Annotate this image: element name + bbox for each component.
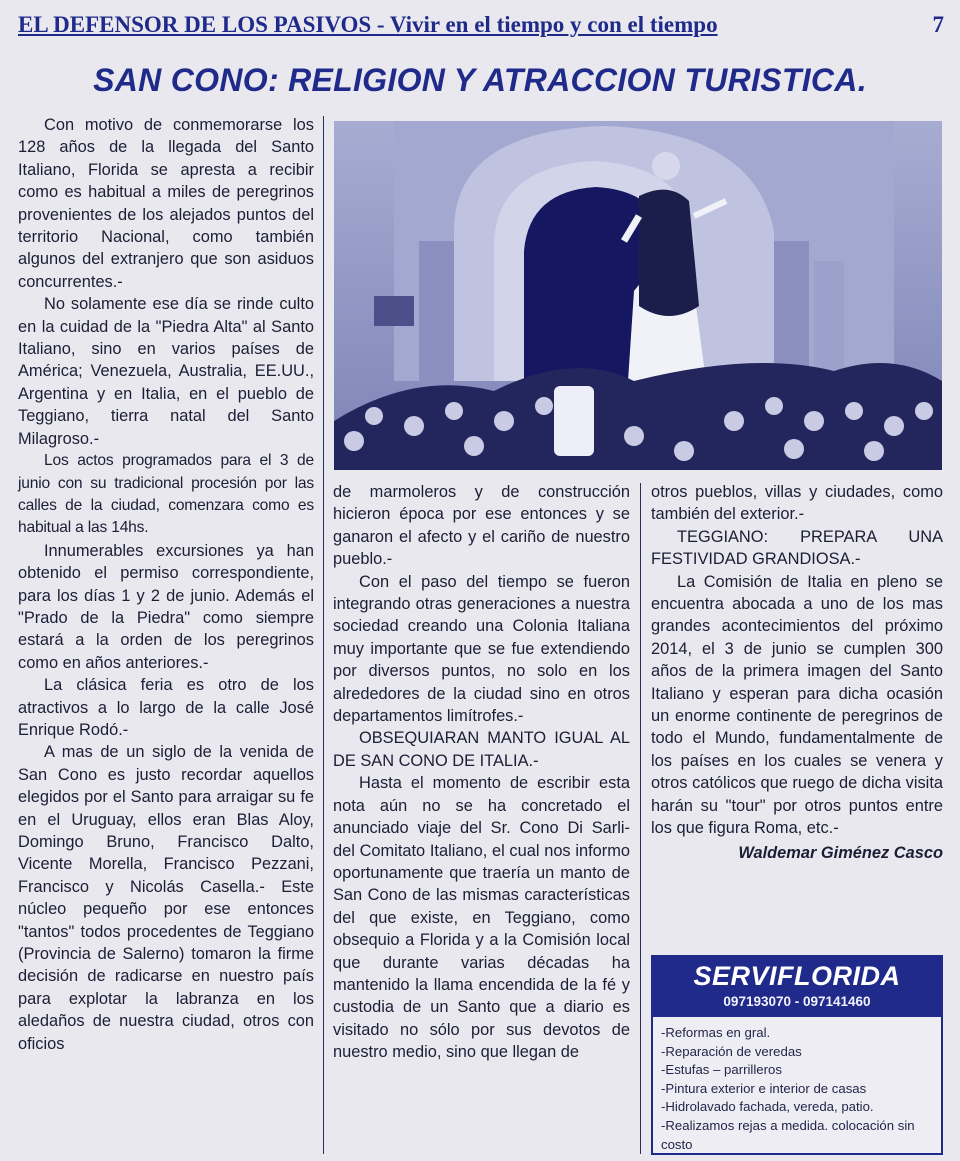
ad-header bbox=[653, 957, 941, 1017]
photo-illustration bbox=[334, 121, 942, 470]
paragraph: La clásica feria es otro de los atractivos a lo largo de la calle José Enrique Rodó.- bbox=[18, 676, 314, 739]
list-item: -Pintura exterior e interior de casas bbox=[661, 1080, 867, 1096]
article-column-1 bbox=[18, 114, 314, 1055]
page-number: 7 bbox=[932, 12, 944, 37]
list-item: -Estufas – parrilleros bbox=[661, 1062, 782, 1078]
masthead-title: EL DEFENSOR DE LOS PASIVOS - Vivir en el tiempo y con el tiempo bbox=[18, 12, 718, 37]
subheading: TEGGIANO: PREPARA UNA FESTIVIDAD GRANDIOSA.- bbox=[651, 527, 943, 569]
list-item: -Reformas en gral. bbox=[661, 1025, 771, 1040]
serviflorida-ad bbox=[651, 955, 943, 1155]
column-divider bbox=[640, 483, 641, 1154]
byline: Waldemar Giménez Casco bbox=[738, 843, 943, 862]
list-item: -Reparación de veredas bbox=[661, 1043, 802, 1059]
list-item: -Hidrolavado fachada, vereda, patio. bbox=[661, 1099, 874, 1115]
masthead bbox=[18, 12, 948, 42]
paragraph: Con motivo de conmemorarse los 128 años de la llegada del Santo Italiano, Florida se apresta a recibir como es habitual a miles de peregrinos provenientes de los alejados puntos del territorio Nacional, como también algunos del extranjero que son asiduos concurrentes.- bbox=[18, 116, 314, 291]
paragraph: A mas de un siglo de la venida de San Cono es justo recordar aquellos elegidos por el Santo para arraigar su fe en el Uruguay, ellos eran Blas Aloy, Domingo Bruno, Francisco Dalto, Vicente Morella, Francisco Pezzani, Francisco y Nicolás Casella.- Este núcleo pequeño por ese entonces "tantos" todos procedentes de Teggiano (Provincia de Salerno) tomaron la firme decisión de radicarse en nuestro país para explotar la labranza en los aledaños de nuestra ciudad, otros con oficios bbox=[18, 743, 314, 1053]
paragraph: Con el paso del tiempo se fueron integrando otras generaciones a nuestra sociedad creando una Colonia Italiana muy importante que se fue extendiendo por diversos puntos, no solo en los alrededores de la ciudad sino en otros departamentos limítrofes.- bbox=[333, 572, 630, 726]
article-column-3 bbox=[651, 481, 943, 864]
ad-services-list bbox=[653, 1017, 941, 1161]
paragraph: de marmoleros y de construcción hicieron época por ese entonces y se ganaron el afecto y el cariño de nuestro pueblo.- bbox=[333, 483, 630, 569]
procession-photo bbox=[334, 121, 942, 470]
paragraph: Los actos programados para el 3 de junio con su tradicional procesión por las calles de la ciudad, comenzara como es habitual a las 14hs. bbox=[18, 452, 314, 537]
subheading: OBSEQUIARAN MANTO IGUAL AL DE SAN CONO DE ITALIA.- bbox=[333, 729, 630, 770]
paragraph: No solamente ese día se rinde culto en la cuidad de la "Piedra Alta" al Santo Italiano, sino en varios países de América; Venezuela, Australia, EE.UU., Argentina y en Italia, en el pueblo de Teggiano, tierra natal del Santo Milagroso.- bbox=[18, 295, 314, 448]
list-item: -Realizamos rejas a medida. colocación sin costo bbox=[661, 1117, 915, 1152]
article-column-2 bbox=[333, 481, 630, 1064]
column-divider bbox=[323, 116, 324, 1154]
paragraph: Innumerables excursiones ya han obtenido el permiso correspondiente, para los días 1 y 2 de junio. Además el "Prado de la Piedra" como siempre estará a la orden de los peregrinos como en años anteriores.- bbox=[18, 541, 314, 672]
article-headline: SAN CONO: RELIGION Y ATRACCION TURISTICA. bbox=[93, 62, 867, 98]
ad-phones: 097193070 - 097141460 bbox=[723, 994, 871, 1009]
paragraph: otros pueblos, villas y ciudades, como también del exterior.- bbox=[651, 483, 943, 524]
paragraph: La Comisión de Italia en pleno se encuentra abocada a uno de los mas grandes acontecimientos del próximo 2014, el 3 de junio se cumplen 300 años de la primera imagen del Santo Italiano y esperan para dicha ocasión un enorme continente de peregrinos de todo el Mundo, fundamentalmente de los países en los cuales se venera y otros católicos que ruego de dicha visita harán su "tour" por otros puntos entre los que figura Roma, etc.- bbox=[651, 572, 943, 838]
paragraph: Hasta el momento de escribir esta nota aún no se ha concretado el anunciado viaje del Sr. Cono Di Sarli- del Comitato Italiano, el cual nos informo oportunamente que traería un manto de San Cono de las mismas características del que existe, en Teggiano, como obsequio a Florida y a la Comisión local que durante varias décadas ha mantenido la llama encendida de la fé y custodia de un Santo que a diario es visitado no sólo por sus devotos de nuestro medio, sino que llegan de bbox=[333, 774, 630, 1062]
ad-business-name: SERVIFLORIDA bbox=[693, 961, 901, 991]
